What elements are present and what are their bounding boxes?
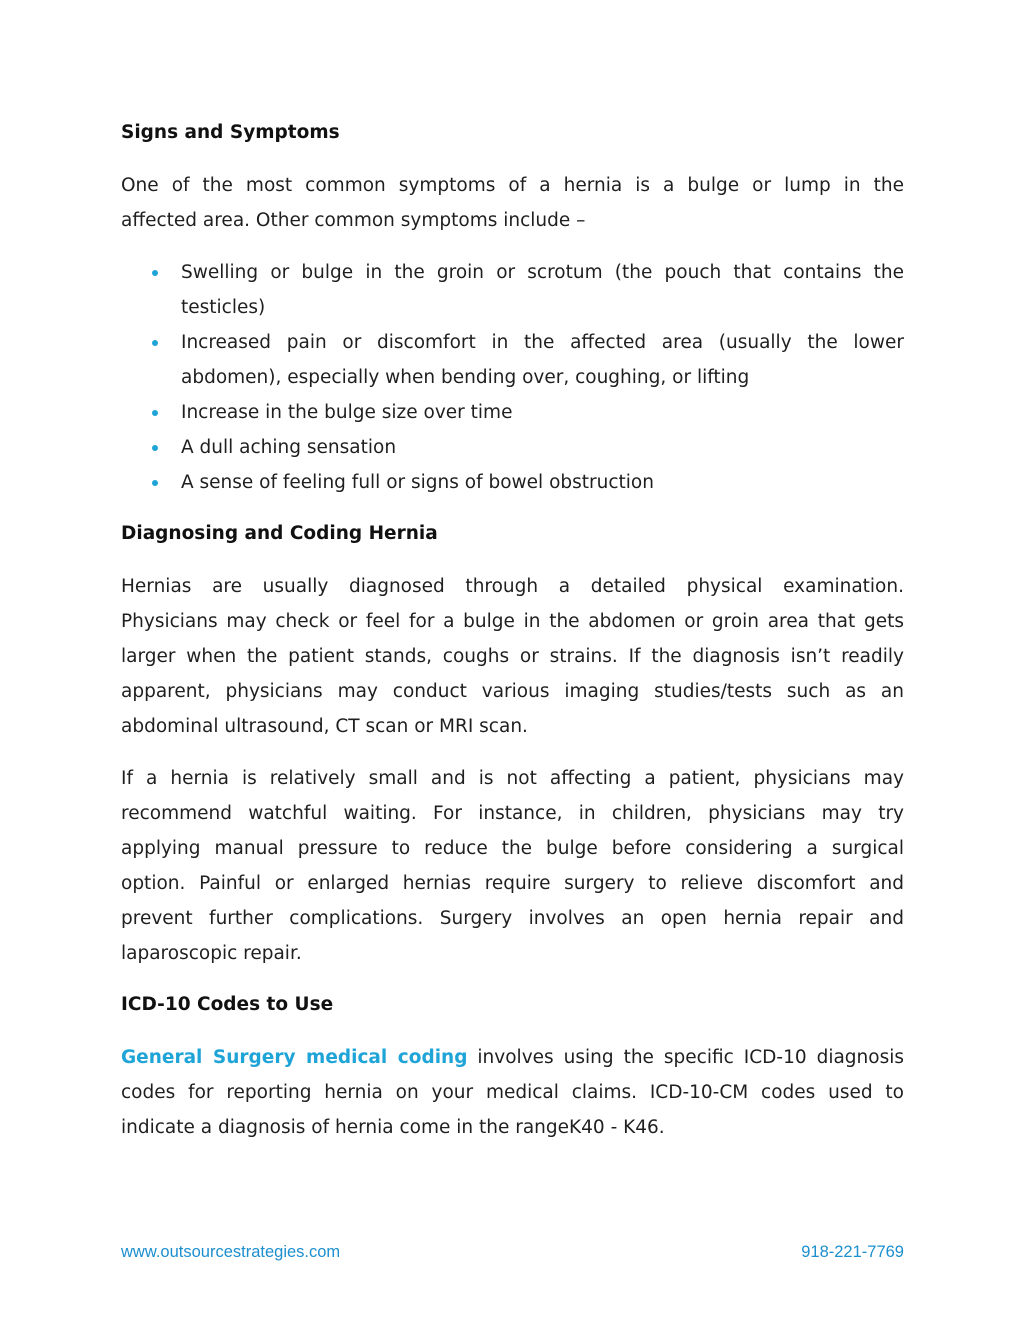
bullet-icon	[152, 480, 158, 486]
heading-signs-and-symptoms: Signs and Symptoms	[121, 122, 340, 143]
bullet-icon	[152, 410, 158, 416]
text-line: Increased pain or discomfort in the affected area (usually the lower	[181, 332, 904, 353]
symptoms-list	[121, 255, 904, 500]
text-line: testicles)	[181, 297, 266, 318]
text-line	[121, 1040, 904, 1075]
footer-website-link[interactable]: www.outsourcestrategies.com	[121, 1243, 341, 1261]
text-line: affected area. Other common symptoms include –	[121, 210, 586, 231]
text-line: indicate a diagnosis of hernia come in the rangeK40 - K46.	[121, 1117, 665, 1138]
text-line: Physicians may check or feel for a bulge in the abdomen or groin area that gets	[121, 611, 904, 632]
text-line: A dull aching sensation	[181, 437, 397, 458]
text-line: Hernias are usually diagnosed through a detailed physical examination.	[121, 576, 904, 597]
text-line: recommend watchful waiting. For instance, in children, physicians may try	[121, 803, 904, 824]
text-line: apparent, physicians may conduct various imaging studies/tests such as an	[121, 681, 904, 702]
heading-diagnosing-and-coding: Diagnosing and Coding Hernia	[121, 523, 438, 544]
list-item	[121, 430, 904, 465]
text-line: Swelling or bulge in the groin or scrotum (the pouch that contains the	[181, 262, 904, 283]
text-line: laparoscopic repair.	[121, 943, 302, 964]
bullet-icon	[152, 270, 158, 276]
text-line: If a hernia is relatively small and is not affecting a patient, physicians may	[121, 768, 904, 789]
diagnosing-paragraph-2	[121, 761, 904, 971]
list-item	[121, 465, 904, 500]
heading-icd10-codes: ICD-10 Codes to Use	[121, 994, 334, 1015]
text-line: abdominal ultrasound, CT scan or MRI scan.	[121, 716, 528, 737]
text-line: abdomen), especially when bending over, coughing, or lifting	[181, 367, 750, 388]
text-line: One of the most common symptoms of a hernia is a bulge or lump in the	[121, 175, 904, 196]
footer-phone: 918-221-7769	[801, 1243, 904, 1261]
list-item	[121, 325, 904, 395]
text-line: codes for reporting hernia on your medical claims. ICD-10-CM codes used to	[121, 1082, 904, 1103]
diagnosing-paragraph-1	[121, 569, 904, 744]
text-fragment: involves using the specific ICD-10 diagnosis	[467, 1047, 904, 1068]
signs-intro-paragraph	[121, 168, 904, 238]
text-line: larger when the patient stands, coughs or strains. If the diagnosis isn’t readily	[121, 646, 904, 667]
icd-paragraph	[121, 1040, 904, 1145]
text-line: option. Painful or enlarged hernias require surgery to relieve discomfort and	[121, 873, 904, 894]
bullet-icon	[152, 340, 158, 346]
text-line: A sense of feeling full or signs of bowel obstruction	[181, 472, 654, 493]
text-line: prevent further complications. Surgery involves an open hernia repair and	[121, 908, 904, 929]
list-item	[121, 395, 904, 430]
list-item	[121, 255, 904, 325]
text-line: applying manual pressure to reduce the bulge before considering a surgical	[121, 838, 904, 859]
text-line: Increase in the bulge size over time	[181, 402, 513, 423]
bullet-icon	[152, 445, 158, 451]
general-surgery-coding-link[interactable]: General Surgery medical coding	[121, 1047, 468, 1068]
